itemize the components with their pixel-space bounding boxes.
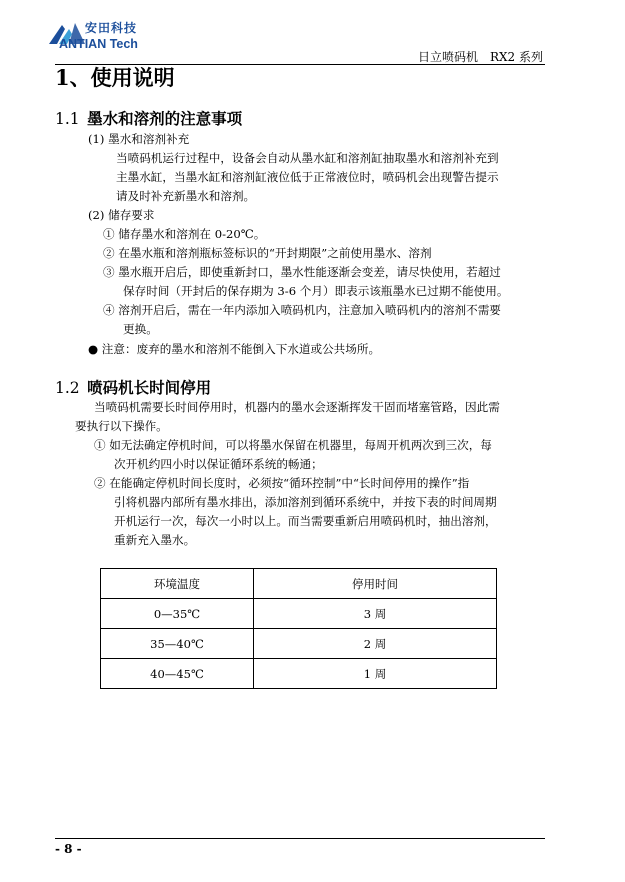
table-cell: 40—45℃ — [101, 659, 254, 689]
step-line: ② 在能确定停机时间长度时，必须按“循环控制”中“长时间停用的操作”指 — [94, 476, 470, 490]
storage-line: ③ 墨水瓶开启后，即使重新封口，墨水性能逐渐会变差，请尽快使用，若超过 — [103, 265, 501, 279]
table-header-row — [101, 569, 497, 599]
section-title: 1、使用说明 — [55, 65, 175, 90]
item-1-label: (1) 墨水和溶剂补充 — [88, 132, 190, 146]
logo-chinese-name: 安田科技 — [85, 21, 138, 35]
logo-english-name: ANTIAN Tech — [59, 37, 138, 51]
subsection-1-1-heading — [55, 107, 242, 129]
table-cell: 3 周 — [254, 599, 497, 629]
subsection-1-2-heading — [55, 376, 211, 398]
table-cell: 0—35℃ — [101, 599, 254, 629]
step-line: 开机运行一次，每次一小时以上。而当需要重新启用喷码机时，抽出溶剂， — [114, 514, 497, 528]
step-line: ① 如无法确定停机时间，可以将墨水保留在机器里，每周开机两次到三次，每 — [94, 438, 492, 452]
table-row — [101, 629, 497, 659]
shutdown-period-table — [100, 568, 497, 689]
company-logo — [45, 15, 185, 55]
table-cell: 2 周 — [254, 629, 497, 659]
subsection-title: 喷码机长时间停用 — [87, 378, 212, 397]
storage-line: ① 储存墨水和溶剂在 0-20℃。 — [103, 227, 266, 241]
disposal-note: ● 注意：废弃的墨水和溶剂不能倒入下水道或公共场所。 — [88, 342, 381, 356]
step-line: 引将机器内部所有墨水排出，添加溶剂到循环系统中，并按下表的时间周期 — [114, 495, 497, 509]
table-row — [101, 599, 497, 629]
paragraph-line: 请及时补充新墨水和溶剂。 — [116, 189, 256, 203]
subsection-number: 1.2 — [55, 379, 80, 397]
table-header-cell: 环境温度 — [101, 569, 254, 599]
header-product-series: 日立喷码机 RX2 系列 — [417, 50, 543, 64]
intro-line: 当喷码机需要长时间停用时，机器内的墨水会逐渐挥发干固而堵塞管路，因此需 — [94, 400, 500, 414]
storage-line: ② 在墨水瓶和溶剂瓶标签标识的“开封期限”之前使用墨水、溶剂 — [103, 246, 432, 260]
table-cell: 35—40℃ — [101, 629, 254, 659]
step-line: 次开机约四小时以保证循环系统的畅通； — [114, 457, 323, 471]
storage-line: 更换。 — [123, 322, 158, 336]
table-row — [101, 659, 497, 689]
step-line: 重新充入墨水。 — [114, 533, 196, 547]
table-cell: 1 周 — [254, 659, 497, 689]
paragraph-line: 主墨水缸，当墨水缸和溶剂缸液位低于正常液位时，喷码机会出现警告提示 — [116, 170, 499, 184]
subsection-number: 1.1 — [55, 110, 80, 128]
storage-line: 保存时间（开封后的保存期为 3-6 个月）即表示该瓶墨水已过期不能使用。 — [123, 284, 509, 298]
subsection-title: 墨水和溶剂的注意事项 — [87, 109, 243, 128]
item-2-label: (2) 储存要求 — [88, 208, 155, 222]
paragraph-line: 当喷码机运行过程中，设备会自动从墨水缸和溶剂缸抽取墨水和溶剂补充到 — [116, 151, 499, 165]
table-header-cell: 停用时间 — [254, 569, 497, 599]
storage-line: ④ 溶剂开启后，需在一年内添加入喷码机内，注意加入喷码机内的溶剂不需要 — [103, 303, 501, 317]
footer-divider — [55, 838, 545, 839]
page-number: - 8 - — [55, 842, 82, 856]
intro-line: 要执行以下操作。 — [75, 419, 168, 433]
